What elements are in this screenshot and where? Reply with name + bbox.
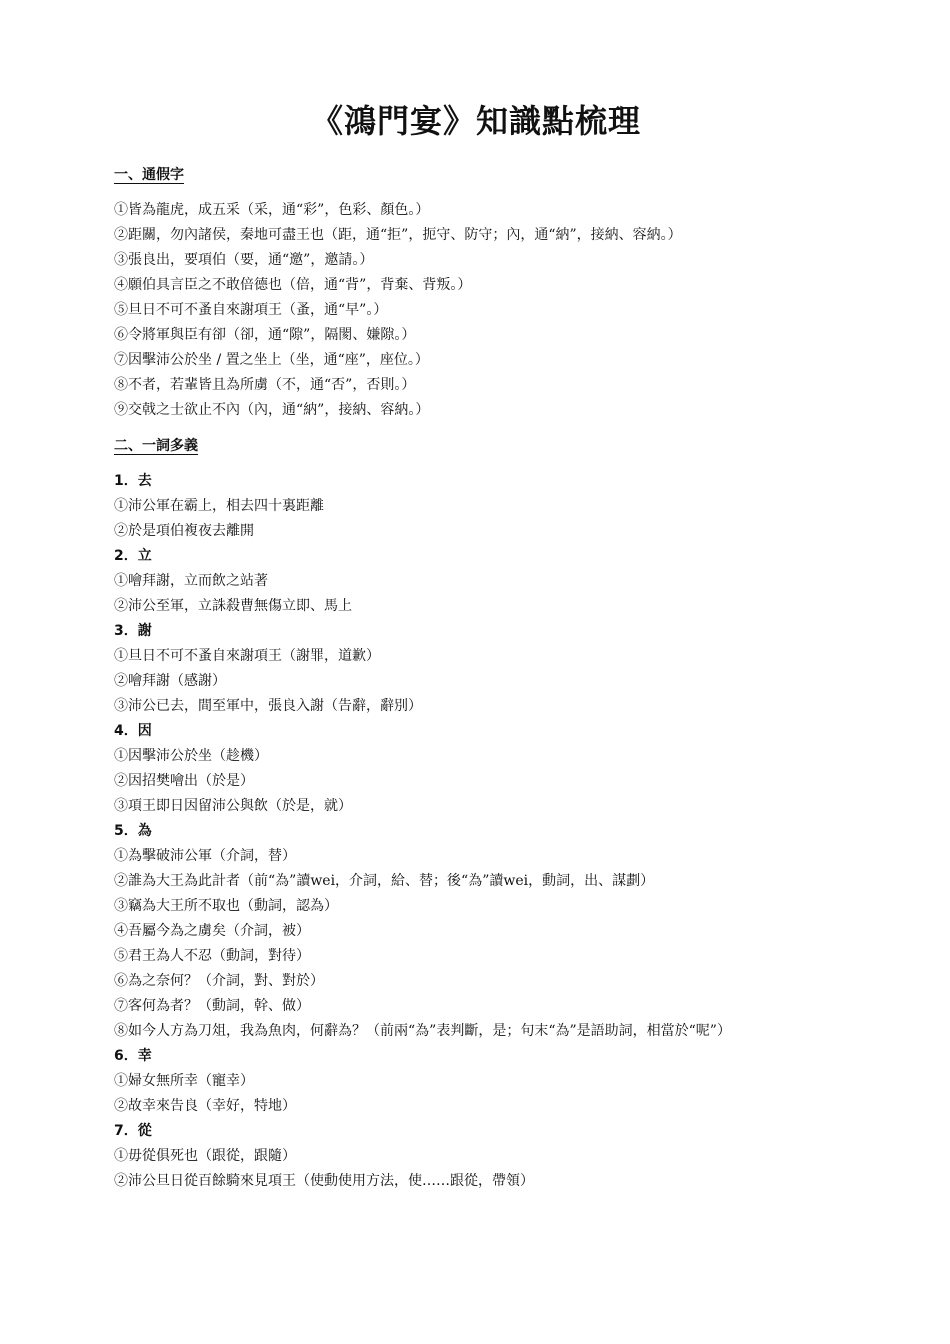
list-item: ②距關，勿內諸侯，秦地可盡王也（距，通“拒”，扼守、防守；內，通“納”，接納、容納。）: [114, 227, 682, 243]
list-item: ③張良出，要項伯（要，通“邀”，邀請。）: [114, 252, 374, 268]
list-item: ③項王即日因留沛公與飲（於是，就）: [114, 798, 352, 814]
list-item: ⑤君王為人不忍（動詞，對待）: [114, 948, 310, 964]
list-item: ①皆為龍虎，成五采（采，通“彩”，色彩、顏色。）: [114, 202, 430, 218]
document-page: [114, 96, 838, 1194]
list-item: ⑧不者，若輩皆且為所虜（不，通“否”，否則。）: [114, 377, 416, 393]
list-item: ②噲拜謝（感謝）: [114, 673, 226, 689]
section-heading: 一、通假字: [114, 167, 184, 183]
document-title: 《鴻門宴》知識點梳理: [310, 102, 641, 140]
list-item: ②沛公至軍，立誅殺曹無傷立即、馬上: [114, 598, 352, 614]
list-item: ⑦客何為者？（動詞，幹、做）: [114, 998, 310, 1014]
list-item: ①旦日不可不蚤自來謝項王（謝罪，道歉）: [114, 648, 380, 664]
list-item: ⑤旦日不可不蚤自來謝項王（蚤，通“早”。）: [114, 302, 388, 318]
list-item: ④願伯具言臣之不敢倍德也（倍，通“背”，背棄、背叛。）: [114, 277, 472, 293]
list-item: ②於是項伯複夜去離開: [114, 523, 254, 539]
word-heading: 3．謝: [114, 623, 152, 639]
section-heading: 二、一詞多義: [114, 438, 198, 454]
list-item: ①毋從俱死也（跟從，跟隨）: [114, 1148, 296, 1164]
word-heading: 7．從: [114, 1123, 152, 1139]
list-item: ②沛公旦日從百餘騎來見項王（使動使用方法，使……跟從，帶領）: [114, 1173, 534, 1189]
list-item: ①婦女無所幸（寵幸）: [114, 1073, 254, 1089]
list-item: ①噲拜謝，立而飲之站著: [114, 573, 268, 589]
list-item: ⑨交戟之士欲止不內（內，通“納”，接納、容納。）: [114, 402, 430, 418]
word-heading: 1．去: [114, 473, 152, 489]
list-item: ③竊為大王所不取也（動詞，認為）: [114, 898, 338, 914]
section-tongjiazi: [114, 164, 838, 423]
list-item: ④吾屬今為之虜矣（介詞，被）: [114, 923, 310, 939]
list-item: ①為擊破沛公軍（介詞，替）: [114, 848, 296, 864]
list-item: ②誰為大王為此計者（前“為”讀wei，介詞，給、替；後“為”讀wei，動詞，出、謀劃）: [114, 873, 655, 889]
word-heading: 5．為: [114, 823, 152, 839]
list-item: ②因招樊噲出（於是）: [114, 773, 254, 789]
list-item: ③沛公已去，間至軍中，張良入謝（告辭，辭別）: [114, 698, 422, 714]
list-item: ⑥令將軍與臣有卻（卻，通“隙”，隔閡、嫌隙。）: [114, 327, 416, 343]
list-item: ②故幸來告良（幸好，特地）: [114, 1098, 296, 1114]
list-item: ⑧如今人方為刀俎，我為魚肉，何辭為？（前兩“為”表判斷，是；句末“為”是語助詞，相當於“呢”）: [114, 1023, 731, 1039]
word-heading: 4．因: [114, 723, 152, 739]
list-item: ⑥為之奈何？（介詞，對、對於）: [114, 973, 324, 989]
word-heading: 2．立: [114, 548, 152, 564]
list-item: ⑦因擊沛公於坐 / 置之坐上（坐，通“座”，座位。）: [114, 352, 429, 368]
list-item: ①因擊沛公於坐（趁機）: [114, 748, 268, 764]
section-yiciduoyi: [114, 435, 838, 1194]
list-item: ①沛公軍在霸上，相去四十裏距離: [114, 498, 324, 514]
word-heading: 6．幸: [114, 1048, 152, 1064]
